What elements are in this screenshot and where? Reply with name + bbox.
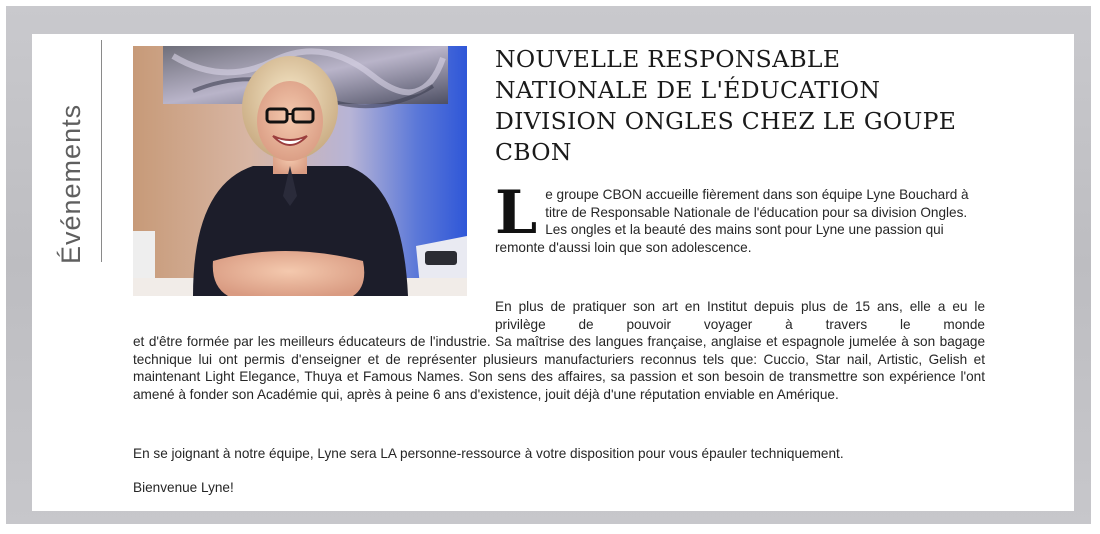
magazine-frame [6,6,1091,524]
body-paragraph-start: En plus de pratiquer son art en Institut depuis plus de 15 ans, elle a eu le privilège de pouvoir voyager à travers le monde [495,299,985,332]
intro-paragraph [495,178,983,256]
portrait-photo [133,46,467,296]
title-line: DIVISION ONGLES CHEZ LE GOUPE [495,107,957,135]
article-title [495,44,1015,168]
title-line: CBON [495,138,572,166]
section-label: Événements [56,103,86,264]
welcome-line: Bienvenue Lyne! [133,480,234,495]
body-paragraph-continued: et d'être formée par les meilleurs éducateurs de l'industrie. Sa maîtrise des langues française, anglaise et espagnole jumelée à son bagage technique lui ont permis d'enseigner et de représenter plusieurs manufacturiers reconnus tels que: Cuccio, Star nail, Artistic, Gelish et maintenant Light Elegance, Thuya et Famous Names. Son sens des affaires, sa passion et son besoin de transmettre son expérience l'ont amené à fonder son Académie qui, après à peine 6 ans d'existence, jouit déjà d'une réputation enviable en Amérique. [133,334,985,402]
closing-paragraph: En se joignant à notre équipe, Lyne sera LA personne-ressource à votre disposition pour vous épauler techniquement. [133,446,844,461]
title-line: NOUVELLE RESPONSABLE [495,45,841,73]
title-line: NATIONALE DE L'ÉDUCATION [495,76,881,104]
section-divider [101,40,102,262]
intro-paragraph-text: e groupe CBON accueille fièrement dans son équipe Lyne Bouchard à titre de Responsable Nationale de l'éducation pour sa division Ongles. Les ongles et la beauté des mains sont pour Lyne une passion qui remonte d'aussi loin que son adolescence. [495,187,969,255]
magazine-page [32,34,1074,511]
drop-cap: L [495,178,538,248]
